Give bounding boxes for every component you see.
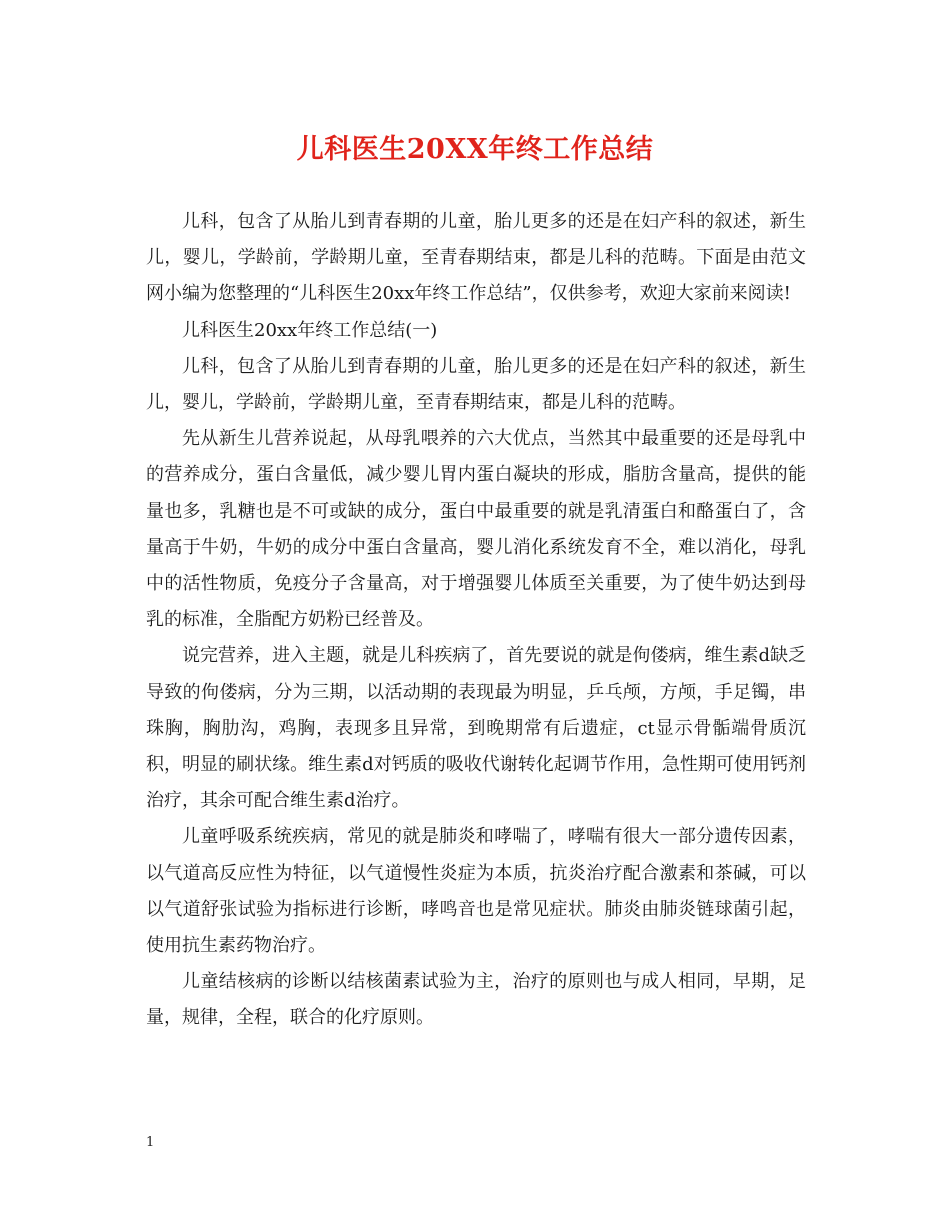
- paragraph-definition: 儿科，包含了从胎儿到青春期的儿童，胎儿更多的还是在妇产科的叙述，新生儿，婴儿，学龄前，学龄期儿童，至青春期结束，都是儿科的范畴。: [146, 355, 806, 414]
- paragraph-intro: 儿科，包含了从胎儿到青春期的儿童，胎儿更多的还是在妇产科的叙述，新生儿，婴儿，学龄前，学龄期儿童，至青春期结束，都是儿科的范畴。下面是由范文网小编为您整理的“儿科医生20xx年终工作总结”，仅供参考，欢迎大家前来阅读!: [146, 211, 806, 305]
- paragraph-respiratory: 儿童呼吸系统疾病，常见的就是肺炎和哮喘了，哮喘有很大一部分遗传因素，以气道高反应性为特征，以气道慢性炎症为本质，抗炎治疗配合激素和茶碱，可以以气道舒张试验为指标进行诊断，哮鸣音也是常见症状。肺炎由肺炎链球菌引起，使用抗生素药物治疗。: [146, 826, 806, 957]
- page-number: 1: [146, 1135, 155, 1150]
- paragraph-tuberculosis: 儿童结核病的诊断以结核菌素试验为主，治疗的原则也与成人相同，早期，足量，规律，全程，联合的化疗原则。: [146, 971, 806, 1029]
- paragraph-nutrition: 先从新生儿营养说起，从母乳喂养的六大优点，当然其中最重要的还是母乳中的营养成分，蛋白含量低，减少婴儿胃内蛋白凝块的形成，脂肪含量高，提供的能量也多，乳糖也是不可或缺的成分，蛋白中最重要的就是乳清蛋白和酪蛋白了，含量高于牛奶，牛奶的成分中蛋白含量高，婴儿消化系统发育不全，难以消化，母乳中的活性物质，免疫分子含量高，对于增强婴儿体质至关重要，为了使牛奶达到母乳的标准，全脂配方奶粉已经普及。: [146, 428, 806, 631]
- document-title: 儿科医生20XX年终工作总结: [296, 134, 654, 165]
- section-heading: 儿科医生20xx年终工作总结(一): [182, 319, 438, 341]
- document-body: [146, 204, 806, 1037]
- paragraph-rickets: 说完营养，进入主题，就是儿科疾病了，首先要说的就是佝偻病，维生素d缺乏导致的佝偻病，分为三期，以活动期的表现最为明显，乒乓颅，方颅，手足镯，串珠胸，胸肋沟，鸡胸，表现多且异常，到晚期常有后遗症，ct显示骨骺端骨质沉积，明显的刷状缘。维生素d对钙质的吸收代谢转化起调节作用，急性期可使用钙剂治疗，其余可配合维生素d治疗。: [146, 645, 806, 812]
